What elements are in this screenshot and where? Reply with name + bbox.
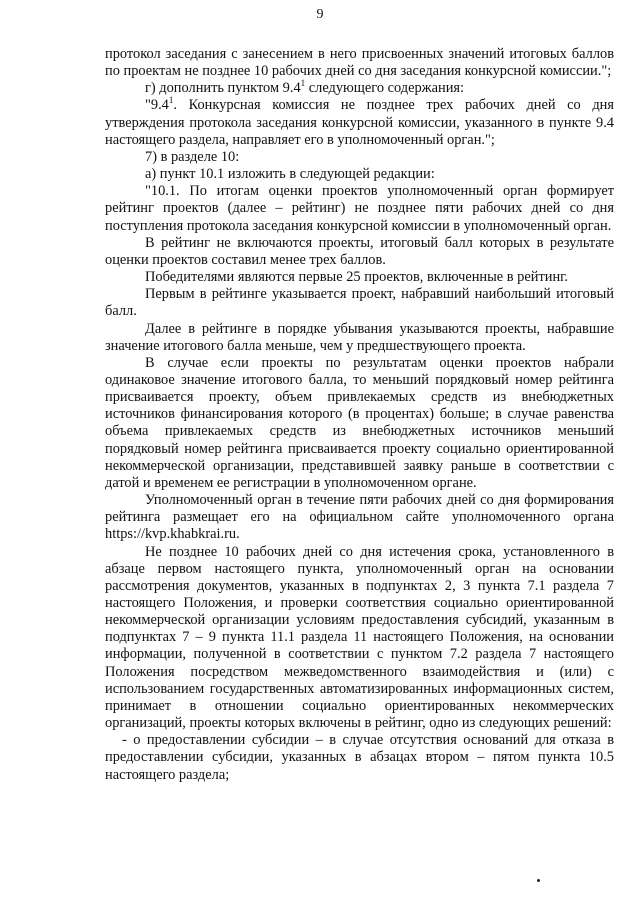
paragraph-rating-exclusion: В рейтинг не включаются проекты, итоговый балл которых в результате оценки проектов составил менее трех баллов. xyxy=(105,234,614,268)
paragraph-text: . Конкурсная комиссия не позднее трех рабочих дней со дня утверждения протокола заседания конкурсной комиссии, указанного в пункте 9.4 настоящего раздела, направляет его в уполномоченный орган."; xyxy=(105,97,614,148)
paragraph-item-10-1: "10.1. По итогам оценки проектов уполномоченный орган формирует рейтинг проектов (далее – рейтинг) не позднее пяти рабочих дней со дня поступления протокола заседания конкурсной комиссии в уполномоченный орган. xyxy=(105,183,614,234)
paragraph-descending-order: Далее в рейтинге в порядке убывания указываются проекты, набравшие значение итогового балла меньше, чем у предшествующего проекта. xyxy=(105,320,614,354)
paragraph-protocol-continuation: протокол заседания с занесением в него присвоенных значений итоговых баллов по проектам не позднее 10 рабочих дней со дня заседания конкурсной комиссии."; xyxy=(105,46,614,80)
paragraph-text: г) дополнить пунктом 9.4 xyxy=(145,80,301,97)
page-number: 9 xyxy=(316,7,324,22)
paragraph-winners: Победителями являются первые 25 проектов, включенные в рейтинг. xyxy=(145,269,569,286)
paragraph-text: "9.4 xyxy=(145,97,169,114)
paragraph-bullet-grant: - о предоставлении субсидии – в случае отсутствия оснований для отказа в предоставлении субсидии, указанных в абзацах втором – пятом пункта 10.5 настоящего раздела; xyxy=(105,732,614,783)
document-body xyxy=(105,46,614,784)
paragraph-item-9-4-1 xyxy=(105,97,614,148)
paragraph-text: следующего содержания: xyxy=(305,80,465,97)
superscript: 1 xyxy=(168,95,174,106)
paragraph-section-10: 7) в разделе 10: xyxy=(145,148,240,165)
paragraph-first-in-rating: Первым в рейтинге указывается проект, набравший наибольший итоговый балл. xyxy=(105,286,614,320)
paragraph-amend-9-4-1 xyxy=(105,80,614,97)
paragraph-publication: Уполномоченный орган в течение пяти рабочих дней со дня формирования рейтинга размещает его на официальном сайте уполномоченного органа https://kvp.khabkrai.ru. xyxy=(105,492,614,543)
paragraph-item-10-1-intro: а) пункт 10.1 изложить в следующей редакции: xyxy=(145,166,435,183)
paragraph-tie-break: В случае если проекты по результатам оценки проектов набрали одинаковое значение итогового балла, то меньший порядковый номер рейтинга присваивается проекту, объем привлекаемых средств из внебюджетных источников финансирования которого (в процентах) больше; в случае равенства объема привлекаемых средств из внебюджетных источников меньший порядковый номер рейтинга присваивается проекту социально ориентированной некоммерческой организации, представившей заявку раньше в соответствии с датой и временем ее регистрации в уполномоченном органе. xyxy=(105,354,614,491)
superscript: 1 xyxy=(300,78,306,89)
paragraph-decision: Не позднее 10 рабочих дней со дня истечения срока, установленного в абзаце первом настоящего пункта, уполномоченный орган на основании рассмотрения документов, указанных в подпунктах 2, 3 пункта 7.1 раздела 7 настоящего Положения, и проверки соответствия социально ориентированной некоммерческой организации условиям предоставления субсидий, указанным в подпунктах 7 – 9 пункта 11.1 раздела 11 настоящего Положения, на основании информации, полученной в соответствии с пунктом 7.2 раздела 7 настоящего Положения посредством межведомственного взаимодействия и (или) с использованием государственных автоматизированных информационных систем, принимает в отношении социально ориентированных некоммерческих организаций, проекты которых включены в рейтинг, одно из следующих решений: xyxy=(105,543,614,732)
scan-speck xyxy=(537,879,540,882)
